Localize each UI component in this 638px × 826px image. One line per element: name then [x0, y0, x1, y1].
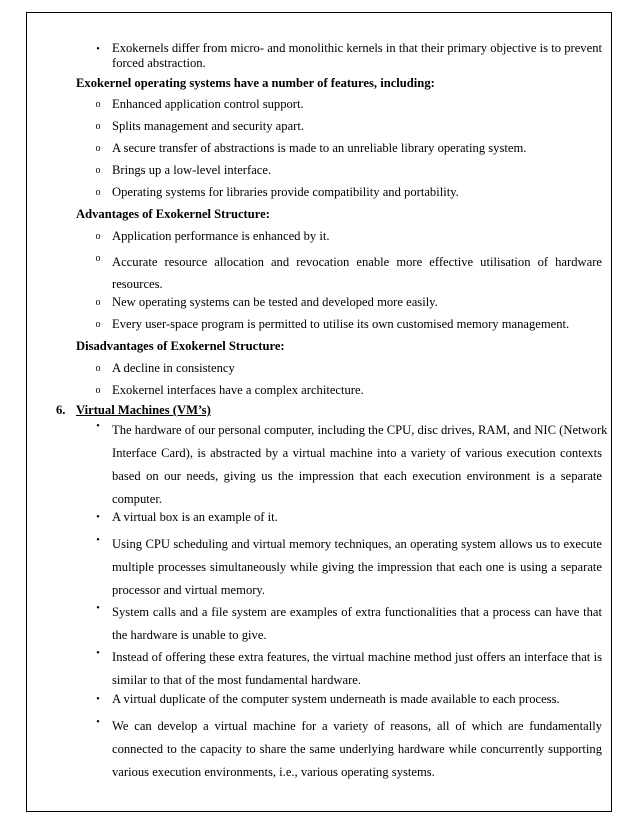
vm-item: [112, 601, 602, 647]
text-line: Interface Card), is abstracted by a virtual machine into a variety of various execution contexts: [112, 446, 602, 460]
bullet-disc: •: [96, 512, 100, 523]
text-line: Using CPU scheduling and virtual memory techniques, an operating system allows us to execute: [112, 537, 602, 551]
section-title: Virtual Machines (VM’s): [76, 403, 211, 417]
advantages-heading: Advantages of Exokernel Structure:: [76, 207, 270, 221]
text-line: Accurate resource allocation and revocation enable more effective utilisation of hardware: [112, 255, 602, 269]
bullet-circle: o: [95, 319, 101, 330]
text-line: Instead of offering these extra features, the virtual machine method just offers an interface that is: [112, 650, 602, 664]
text-line: based on our needs, giving us the impression that each execution environment is a separate: [112, 469, 602, 483]
vm-item: [112, 533, 602, 602]
bullet-disc: •: [96, 648, 100, 659]
bullet-disc: •: [96, 44, 100, 55]
disadvantage-item: Exokernel interfaces have a complex architecture.: [112, 383, 364, 397]
text-line: resources.: [112, 277, 163, 291]
features-heading: Exokernel operating systems have a number of features, including:: [76, 76, 435, 90]
disadvantage-item: A decline in consistency: [112, 361, 235, 375]
feature-item: Splits management and security apart.: [112, 119, 304, 133]
advantage-item: New operating systems can be tested and developed more easily.: [112, 295, 438, 309]
bullet-circle: o: [95, 99, 101, 110]
feature-item: Brings up a low-level interface.: [112, 163, 272, 177]
bullet-disc: •: [96, 717, 100, 728]
advantage-item: Application performance is enhanced by it.: [112, 229, 330, 243]
vm-item: [112, 715, 602, 784]
vm-item: [112, 646, 602, 692]
text-line: Exokernels differ from micro- and monolithic kernels in that their primary objective is to prevent: [112, 41, 602, 55]
vm-item: [112, 419, 608, 511]
bullet-circle: o: [95, 143, 101, 154]
bullet-disc: •: [96, 535, 100, 546]
vm-item: A virtual box is an example of it.: [112, 510, 278, 524]
advantage-item: Every user-space program is permitted to utilise its own customised memory management.: [112, 317, 570, 331]
bullet-circle: o: [95, 165, 101, 176]
text-line: the hardware is unable to give.: [112, 628, 267, 642]
text-line: The hardware of our personal computer, including the CPU, disc drives, RAM, and NIC (Network: [112, 423, 608, 437]
vm-item: A virtual duplicate of the computer system underneath is made available to each process.: [112, 692, 560, 706]
bullet-circle: o: [95, 121, 101, 132]
text-line: connected to the capacity to share the same underlying hardware while concurrently supporting: [112, 742, 602, 756]
bullet-circle: o: [95, 363, 101, 374]
feature-item: A secure transfer of abstractions is made to an unreliable library operating system.: [112, 141, 527, 155]
bullet-circle: o: [95, 187, 101, 198]
text-line: computer.: [112, 492, 163, 506]
bullet-circle: o: [95, 253, 101, 264]
bullet-disc: •: [96, 421, 100, 432]
text-line: multiple processes simultaneously while giving the impression that each one is using a separate: [112, 560, 602, 574]
disadvantages-heading: Disadvantages of Exokernel Structure:: [76, 339, 285, 353]
text-line: System calls and a file system are examples of extra functionalities that a process can have that: [112, 605, 602, 619]
advantage-item: [112, 251, 602, 295]
feature-item: Operating systems for libraries provide compatibility and portability.: [112, 185, 459, 199]
feature-item: Enhanced application control support.: [112, 97, 304, 111]
text-line: processor and virtual memory.: [112, 583, 266, 597]
section-number: 6.: [56, 403, 66, 417]
bullet-disc: •: [96, 694, 100, 705]
text-line: similar to that of the most fundamental hardware.: [112, 673, 362, 687]
bullet-disc: •: [96, 603, 100, 614]
bullet-circle: o: [95, 231, 101, 242]
text-line: forced abstraction.: [112, 56, 206, 70]
bullet-circle: o: [95, 385, 101, 396]
bullet-circle: o: [95, 297, 101, 308]
intro-paragraph: [112, 41, 602, 71]
text-line: various execution environments, i.e., various operating systems.: [112, 765, 435, 779]
text-line: We can develop a virtual machine for a variety of reasons, all of which are fundamentally: [112, 719, 602, 733]
